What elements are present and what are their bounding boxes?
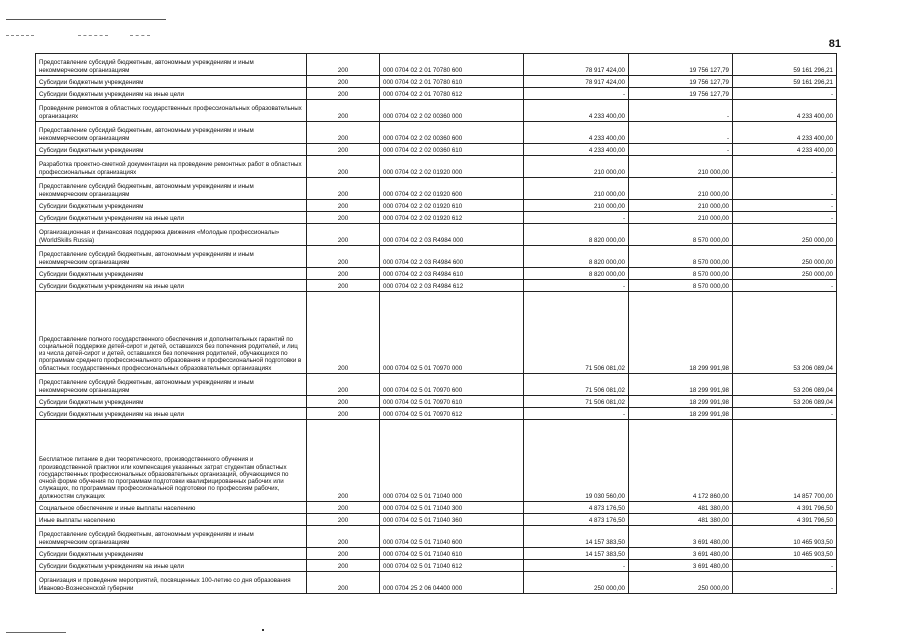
executed-amount-cell: 210 000,00 xyxy=(629,200,733,212)
expense-name-cell: Предоставление субсидий бюджетным, автономным учреждениям и иным некоммерческим организациям xyxy=(36,122,307,144)
expense-name-cell: Субсидии бюджетным учреждениям xyxy=(36,396,307,408)
unexecuted-amount-cell: - xyxy=(733,200,837,212)
table-row xyxy=(36,502,837,514)
line-code-cell: 200 xyxy=(307,54,380,76)
table-row xyxy=(36,514,837,526)
classification-code-cell: 000 0704 02 2 02 00360 610 xyxy=(380,144,524,156)
approved-amount-cell: - xyxy=(524,560,629,572)
executed-amount-cell: 18 299 991,98 xyxy=(629,374,733,396)
approved-amount-cell: 8 820 000,00 xyxy=(524,224,629,246)
header-dash xyxy=(78,35,108,36)
executed-amount-cell: - xyxy=(629,144,733,156)
executed-amount-cell: - xyxy=(629,100,733,122)
expense-name-cell: Субсидии бюджетным учреждениям xyxy=(36,268,307,280)
table-row xyxy=(36,548,837,560)
classification-code-cell: 000 0704 02 5 01 71040 600 xyxy=(380,526,524,548)
unexecuted-amount-cell: - xyxy=(733,178,837,200)
expense-name-cell: Проведение ремонтов в областных государственных профессиональных образовательных организациях xyxy=(36,100,307,122)
unexecuted-amount-cell: - xyxy=(733,88,837,100)
unexecuted-amount-cell: - xyxy=(733,280,837,292)
executed-amount-cell: 19 756 127,79 xyxy=(629,54,733,76)
classification-code-cell: 000 0704 02 5 01 71040 000 xyxy=(380,420,524,502)
table-row xyxy=(36,280,837,292)
classification-code-cell: 000 0704 02 2 01 70780 610 xyxy=(380,76,524,88)
classification-code-cell: 000 0704 02 2 02 01920 612 xyxy=(380,212,524,224)
expense-name-cell: Предоставление субсидий бюджетным, автономным учреждениям и иным некоммерческим организациям xyxy=(36,374,307,396)
unexecuted-amount-cell: 53 206 089,04 xyxy=(733,292,837,374)
expense-name-cell: Субсидии бюджетным учреждениям на иные цели xyxy=(36,560,307,572)
approved-amount-cell: 71 506 081,02 xyxy=(524,396,629,408)
unexecuted-amount-cell: - xyxy=(733,572,837,594)
executed-amount-cell: 8 570 000,00 xyxy=(629,280,733,292)
classification-code-cell: 000 0704 02 2 03 R4984 000 xyxy=(380,224,524,246)
approved-amount-cell: - xyxy=(524,280,629,292)
line-code-cell: 200 xyxy=(307,200,380,212)
budget-table xyxy=(35,53,837,594)
table-row xyxy=(36,224,837,246)
executed-amount-cell: 250 000,00 xyxy=(629,572,733,594)
approved-amount-cell: 4 233 400,00 xyxy=(524,100,629,122)
unexecuted-amount-cell: 10 465 903,50 xyxy=(733,548,837,560)
table-row xyxy=(36,100,837,122)
approved-amount-cell: 8 820 000,00 xyxy=(524,246,629,268)
unexecuted-amount-cell: 10 465 903,50 xyxy=(733,526,837,548)
expense-name-cell: Предоставление субсидий бюджетным, автономным учреждениям и иным некоммерческим организациям xyxy=(36,178,307,200)
approved-amount-cell: 4 233 400,00 xyxy=(524,144,629,156)
line-code-cell: 200 xyxy=(307,502,380,514)
classification-code-cell: 000 0704 02 5 01 70970 600 xyxy=(380,374,524,396)
unexecuted-amount-cell: - xyxy=(733,560,837,572)
line-code-cell: 200 xyxy=(307,246,380,268)
line-code-cell: 200 xyxy=(307,292,380,374)
executed-amount-cell: 8 570 000,00 xyxy=(629,268,733,280)
table-row xyxy=(36,374,837,396)
expense-name-cell: Социальное обеспечение и иные выплаты населению xyxy=(36,502,307,514)
table-row xyxy=(36,268,837,280)
line-code-cell: 200 xyxy=(307,420,380,502)
header-dash xyxy=(130,35,150,36)
expense-name-cell: Предоставление субсидий бюджетным, автономным учреждениям и иным некоммерческим организациям xyxy=(36,526,307,548)
line-code-cell: 200 xyxy=(307,144,380,156)
unexecuted-amount-cell: 53 206 089,04 xyxy=(733,396,837,408)
classification-code-cell: 000 0704 02 5 01 71040 612 xyxy=(380,560,524,572)
unexecuted-amount-cell: 4 233 400,00 xyxy=(733,144,837,156)
line-code-cell: 200 xyxy=(307,514,380,526)
table-row xyxy=(36,144,837,156)
line-code-cell: 200 xyxy=(307,212,380,224)
approved-amount-cell: 8 820 000,00 xyxy=(524,268,629,280)
unexecuted-amount-cell: 250 000,00 xyxy=(733,246,837,268)
line-code-cell: 200 xyxy=(307,178,380,200)
executed-amount-cell: 8 570 000,00 xyxy=(629,224,733,246)
unexecuted-amount-cell: 4 391 796,50 xyxy=(733,514,837,526)
classification-code-cell: 000 0704 02 5 01 71040 360 xyxy=(380,514,524,526)
line-code-cell: 200 xyxy=(307,374,380,396)
line-code-cell: 200 xyxy=(307,156,380,178)
unexecuted-amount-cell: 59 161 296,21 xyxy=(733,76,837,88)
unexecuted-amount-cell: - xyxy=(733,156,837,178)
table-row xyxy=(36,292,837,374)
line-code-cell: 200 xyxy=(307,76,380,88)
expense-name-cell: Бесплатное питание в дни теоретического, производственного обучения и производственной практики или компенсация указанных затрат студентам областных государственных профессиональных образовательных организаций, обучающимся по очной форме обучения по программам подготовки квалифицированных рабочих или служащих, по программам профессиональной подготовки по профессиям рабочих, должностям служащих xyxy=(36,420,307,502)
classification-code-cell: 000 0704 02 5 01 71040 300 xyxy=(380,502,524,514)
executed-amount-cell: 18 299 991,98 xyxy=(629,396,733,408)
unexecuted-amount-cell: 4 233 400,00 xyxy=(733,122,837,144)
table-row xyxy=(36,88,837,100)
classification-code-cell: 000 0704 02 2 01 70780 600 xyxy=(380,54,524,76)
unexecuted-amount-cell: 59 161 296,21 xyxy=(733,54,837,76)
classification-code-cell: 000 0704 02 5 01 70970 610 xyxy=(380,396,524,408)
expense-name-cell: Разработка проектно-сметной документации на проведение ремонтных работ в областных профессиональных организациях xyxy=(36,156,307,178)
table-row xyxy=(36,420,837,502)
classification-code-cell: 000 0704 02 2 02 00360 000 xyxy=(380,100,524,122)
expense-name-cell: Субсидии бюджетным учреждениям на иные цели xyxy=(36,212,307,224)
unexecuted-amount-cell: 53 206 089,04 xyxy=(733,374,837,396)
line-code-cell: 200 xyxy=(307,100,380,122)
expense-name-cell: Субсидии бюджетным учреждениям xyxy=(36,200,307,212)
table-row xyxy=(36,526,837,548)
executed-amount-cell: 210 000,00 xyxy=(629,212,733,224)
line-code-cell: 200 xyxy=(307,408,380,420)
unexecuted-amount-cell: - xyxy=(733,408,837,420)
classification-code-cell: 000 0704 02 2 01 70780 612 xyxy=(380,88,524,100)
expense-name-cell: Предоставление субсидий бюджетным, автономным учреждениям и иным некоммерческим организациям xyxy=(36,54,307,76)
approved-amount-cell: 78 917 424,00 xyxy=(524,54,629,76)
approved-amount-cell: 210 000,00 xyxy=(524,200,629,212)
table-row xyxy=(36,212,837,224)
classification-code-cell: 000 0704 02 2 02 00360 600 xyxy=(380,122,524,144)
classification-code-cell: 000 0704 02 2 03 R4984 610 xyxy=(380,268,524,280)
table-body xyxy=(36,54,837,594)
executed-amount-cell: 3 691 480,00 xyxy=(629,526,733,548)
expense-name-cell: Субсидии бюджетным учреждениям на иные цели xyxy=(36,88,307,100)
approved-amount-cell: 210 000,00 xyxy=(524,178,629,200)
executed-amount-cell: 210 000,00 xyxy=(629,178,733,200)
approved-amount-cell: 14 157 383,50 xyxy=(524,526,629,548)
approved-amount-cell: - xyxy=(524,212,629,224)
page-number: 81 xyxy=(828,38,841,50)
approved-amount-cell: 210 000,00 xyxy=(524,156,629,178)
table-row xyxy=(36,54,837,76)
approved-amount-cell: 14 157 383,50 xyxy=(524,548,629,560)
table-row xyxy=(36,396,837,408)
unexecuted-amount-cell: 250 000,00 xyxy=(733,224,837,246)
table-row xyxy=(36,178,837,200)
scan-speck xyxy=(262,629,264,631)
unexecuted-amount-cell: 4 391 796,50 xyxy=(733,502,837,514)
approved-amount-cell: 4 873 176,50 xyxy=(524,502,629,514)
expense-name-cell: Предоставление субсидий бюджетным, автономным учреждениям и иным некоммерческим организациям xyxy=(36,246,307,268)
expense-name-cell: Организационная и финансовая поддержка движения «Молодые профессионалы» (WorldSkills Russia) xyxy=(36,224,307,246)
line-code-cell: 200 xyxy=(307,560,380,572)
unexecuted-amount-cell: 250 000,00 xyxy=(733,268,837,280)
expense-name-cell: Субсидии бюджетным учреждениям xyxy=(36,144,307,156)
header-rule xyxy=(6,19,166,20)
approved-amount-cell: 71 506 081,02 xyxy=(524,374,629,396)
classification-code-cell: 000 0704 02 2 03 R4984 612 xyxy=(380,280,524,292)
executed-amount-cell: 481 380,00 xyxy=(629,514,733,526)
classification-code-cell: 000 0704 02 2 02 01920 600 xyxy=(380,178,524,200)
executed-amount-cell: 210 000,00 xyxy=(629,156,733,178)
executed-amount-cell: 3 691 480,00 xyxy=(629,560,733,572)
line-code-cell: 200 xyxy=(307,224,380,246)
approved-amount-cell: - xyxy=(524,88,629,100)
table-row xyxy=(36,246,837,268)
header-dash xyxy=(6,35,34,36)
executed-amount-cell: 18 299 991,98 xyxy=(629,292,733,374)
footer-rule xyxy=(6,632,66,633)
expense-name-cell: Субсидии бюджетным учреждениям на иные цели xyxy=(36,408,307,420)
classification-code-cell: 000 0704 02 2 02 01920 000 xyxy=(380,156,524,178)
approved-amount-cell: 250 000,00 xyxy=(524,572,629,594)
approved-amount-cell: 19 030 560,00 xyxy=(524,420,629,502)
classification-code-cell: 000 0704 02 2 02 01920 610 xyxy=(380,200,524,212)
approved-amount-cell: 78 917 424,00 xyxy=(524,76,629,88)
unexecuted-amount-cell: 14 857 700,00 xyxy=(733,420,837,502)
classification-code-cell: 000 0704 25 2 06 04400 000 xyxy=(380,572,524,594)
executed-amount-cell: 19 756 127,79 xyxy=(629,76,733,88)
approved-amount-cell: 4 233 400,00 xyxy=(524,122,629,144)
executed-amount-cell: 18 299 991,98 xyxy=(629,408,733,420)
line-code-cell: 200 xyxy=(307,548,380,560)
executed-amount-cell: 19 756 127,79 xyxy=(629,88,733,100)
executed-amount-cell: 4 172 860,00 xyxy=(629,420,733,502)
table-row xyxy=(36,200,837,212)
executed-amount-cell: 8 570 000,00 xyxy=(629,246,733,268)
executed-amount-cell: - xyxy=(629,122,733,144)
expense-name-cell: Субсидии бюджетным учреждениям xyxy=(36,548,307,560)
classification-code-cell: 000 0704 02 5 01 70970 000 xyxy=(380,292,524,374)
table-row xyxy=(36,156,837,178)
expense-name-cell: Субсидии бюджетным учреждениям xyxy=(36,76,307,88)
approved-amount-cell: - xyxy=(524,408,629,420)
line-code-cell: 200 xyxy=(307,280,380,292)
unexecuted-amount-cell: 4 233 400,00 xyxy=(733,100,837,122)
expense-name-cell: Организация и проведение мероприятий, посвященных 100-летию со дня образования Иваново-Вознесенской губернии xyxy=(36,572,307,594)
approved-amount-cell: 4 873 176,50 xyxy=(524,514,629,526)
table-row xyxy=(36,408,837,420)
line-code-cell: 200 xyxy=(307,268,380,280)
approved-amount-cell: 71 506 081,02 xyxy=(524,292,629,374)
line-code-cell: 200 xyxy=(307,572,380,594)
expense-name-cell: Предоставление полного государственного обеспечения и дополнительных гарантий по социальной поддержке детей-сирот и детей, оставшихся без попечения родителей, и лиц из числа детей-сирот и детей, оставшихся без попечения родителей, обучающихся по программам среднего профессионального образования и профессиональной подготовки в областных государственных профессиональных образовательных организациях xyxy=(36,292,307,374)
table-row xyxy=(36,122,837,144)
line-code-cell: 200 xyxy=(307,122,380,144)
table-row xyxy=(36,560,837,572)
table-row xyxy=(36,572,837,594)
line-code-cell: 200 xyxy=(307,526,380,548)
unexecuted-amount-cell: - xyxy=(733,212,837,224)
classification-code-cell: 000 0704 02 2 03 R4984 600 xyxy=(380,246,524,268)
table-row xyxy=(36,76,837,88)
classification-code-cell: 000 0704 02 5 01 71040 610 xyxy=(380,548,524,560)
line-code-cell: 200 xyxy=(307,396,380,408)
expense-name-cell: Субсидии бюджетным учреждениям на иные цели xyxy=(36,280,307,292)
executed-amount-cell: 3 691 480,00 xyxy=(629,548,733,560)
executed-amount-cell: 481 380,00 xyxy=(629,502,733,514)
expense-name-cell: Иные выплаты населению xyxy=(36,514,307,526)
line-code-cell: 200 xyxy=(307,88,380,100)
classification-code-cell: 000 0704 02 5 01 70970 612 xyxy=(380,408,524,420)
